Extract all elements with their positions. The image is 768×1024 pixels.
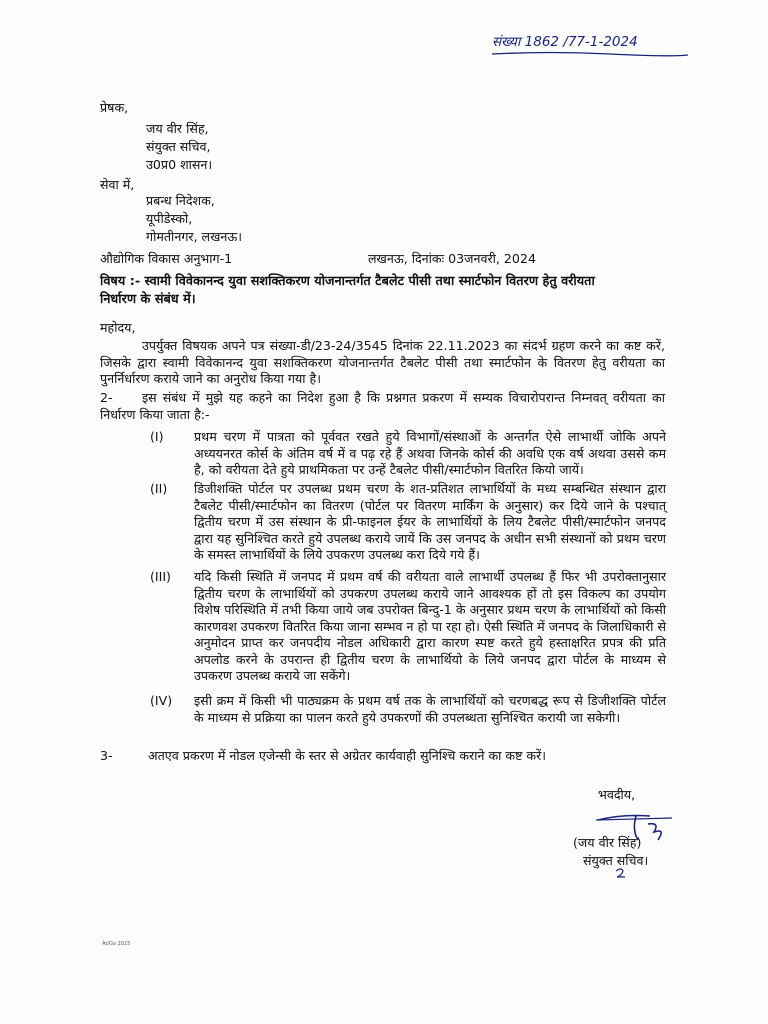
paragraph-1: उपर्युक्त विषयक अपने पत्र संख्या-डी/23-24/3545 दिनांक 22.11.2023 का संदर्भ ग्रहण करने का कष्ट करें, जिसके द्वारा स्वामी विवेकानन्द युवा सशक्तिकरण योजनान्तर्गत टैबलेट पीसी तथा स्मार्टफोन के वितरण हेतु वरीयता का पुनर्निर्धारण कराये जाने का अनुरोध किया गया है। (100, 338, 665, 386)
reference-underline (490, 50, 690, 58)
item-3-text: यदि किसी स्थिति में जनपद में प्रथम वर्ष की वरीयता वाले लाभार्थी उपलब्ध हैं फिर भी उपरोक्तानुसार द्वितीय चरण के लाभार्थियों को उपकरण उपलब्ध कराये जाने आवश्यक हों तो इस विकल्प का उपयोग विशेष परिस्थिति में तभी किया जाये जब उपरोक्त बिन्दु-1 के अनुसार प्रथम चरण के लाभार्थियों को किसी कारणवश उपकरण वितरित किया जाना सम्भव न हो पा रहा हो। ऐसी स्थिति में जनपद के जिलाधिकारी से अनुमोदन प्राप्त कर जनपदीय नोडल अधिकारी द्वारा कारण स्पष्ट करते हुये हस्ताक्षरित प्रपत्र की प्रति अपलोड करने के उपरान्त ही द्वितीय चरण के लाभार्थियो के लिये जनपद द्वारा पोर्टल के माध्यम से उपकरण उपलब्ध कराये जा सकेंगे। (194, 569, 666, 683)
item-4-text: इसी क्रम में किसी भी पाठ्यक्रम के प्रथम वर्ष तक के लाभार्थियों को चरणबद्ध रूप से डिजीशक्ति पोर्टल के माध्यम से प्रक्रिया का पालन करते हुये उपकरणों की उपलब्धता सुनिश्चित करायी जा सकेगी। (194, 693, 666, 725)
paragraph-3: अतएव प्रकरण में नोडल एजेन्सी के स्तर से अग्रेतर कार्यवाही सुनिश्चि कराने का कष्ट करें। (148, 748, 547, 763)
footer-code: At/Go 2023 (102, 941, 131, 947)
signatory-designation: संयुक्त सचिव। (583, 853, 649, 868)
subject-line2: निर्धारण के संबंध में। (100, 292, 196, 307)
valediction: भवदीय, (598, 787, 636, 802)
paragraph-2: इस संबंध में मुझे यह कहने का निदेश हुआ है कि प्रश्नगत प्रकरण में सम्यक विचारोपरान्त निम्नवत् वरीयता का निर्धारण किया जाता है:- (100, 390, 665, 422)
recipient-line1: प्रबन्ध निदेशक, (146, 193, 215, 208)
paragraph-2-number: 2- (100, 390, 113, 405)
signatory-name: (जय वीर सिंह) (573, 835, 642, 850)
item-1-text: प्रथम चरण में पात्रता को पूर्ववत रखते हुये विभागों/संस्थाओं के अन्तर्गत ऐसे लाभार्थी जोकि अपने अध्ययनरत कोर्स के अंतिम वर्ष में व पढ़ रहे हैं अथवा जिनके कोर्स की अवधि एक वर्ष अथवा उससे कम है, को वरीयता देते हुये प्राथमिकता पर उन्हें टैबलेट पीसी/स्मार्टफोन वितरित कियो जायें। (194, 429, 666, 477)
paragraph-3-number: 3- (100, 748, 113, 763)
item-3-number: (III) (150, 569, 171, 584)
sender-heading: प्रेषक, (100, 100, 129, 115)
handwritten-mark (614, 867, 628, 879)
item-1-number: (I) (150, 429, 164, 444)
salutation: महोदय, (100, 320, 136, 335)
section-name: औद्योगिक विकास अनुभाग-1 (100, 251, 233, 266)
recipient-heading: सेवा में, (100, 177, 135, 192)
recipient-line2: यूपीडेस्को, (146, 211, 193, 226)
sender-name: जय वीर सिंह, (146, 121, 209, 136)
item-2-number: (II) (150, 481, 168, 496)
recipient-line3: गोमतीनगर, लखनऊ। (146, 229, 243, 244)
place-date: लखनऊ, दिनांकः 03जनवरी, 2024 (368, 251, 536, 266)
subject-line1: विषय :- स्वामी विवेकानन्द युवा सशक्तिकरण योजनान्तर्गत टैबलेट पीसी तथा स्मार्टफोन वितरण हेतु वरीयता (100, 274, 595, 289)
reference-number: संख्या 1862 /77-1-2024 (492, 34, 638, 50)
item-4-number: (IV) (150, 693, 173, 708)
sender-designation: संयुक्त सचिव, (146, 139, 211, 154)
item-2-text: डिजीशक्ति पोर्टल पर उपलब्ध प्रथम चरण के शत-प्रतिशत लाभार्थियों के मध्य सम्बन्धित संस्थान द्वारा टैबलेट पीसी/स्मार्टफोन का वितरण (पोर्टल पर वितरण मार्किंग के अनुसार) कर दिये जाने के पश्चात् द्वितीय चरण में उस संस्थान के प्री-फाइनल ईयर के लाभार्थियों के लिय टैबलेट पीसी/स्मार्टफोन जनपद द्वारा यह सुनिश्चित करते हुये उपलब्ध कराये जायें कि उस जनपद के अधीन सभी संस्थानों को प्रथम चरण के समस्त लाभार्थियों के लिये उपकरण उपलब्ध करा दिये गये हैं। (194, 481, 666, 562)
sender-office: उ0प्र0 शासन। (146, 157, 213, 172)
